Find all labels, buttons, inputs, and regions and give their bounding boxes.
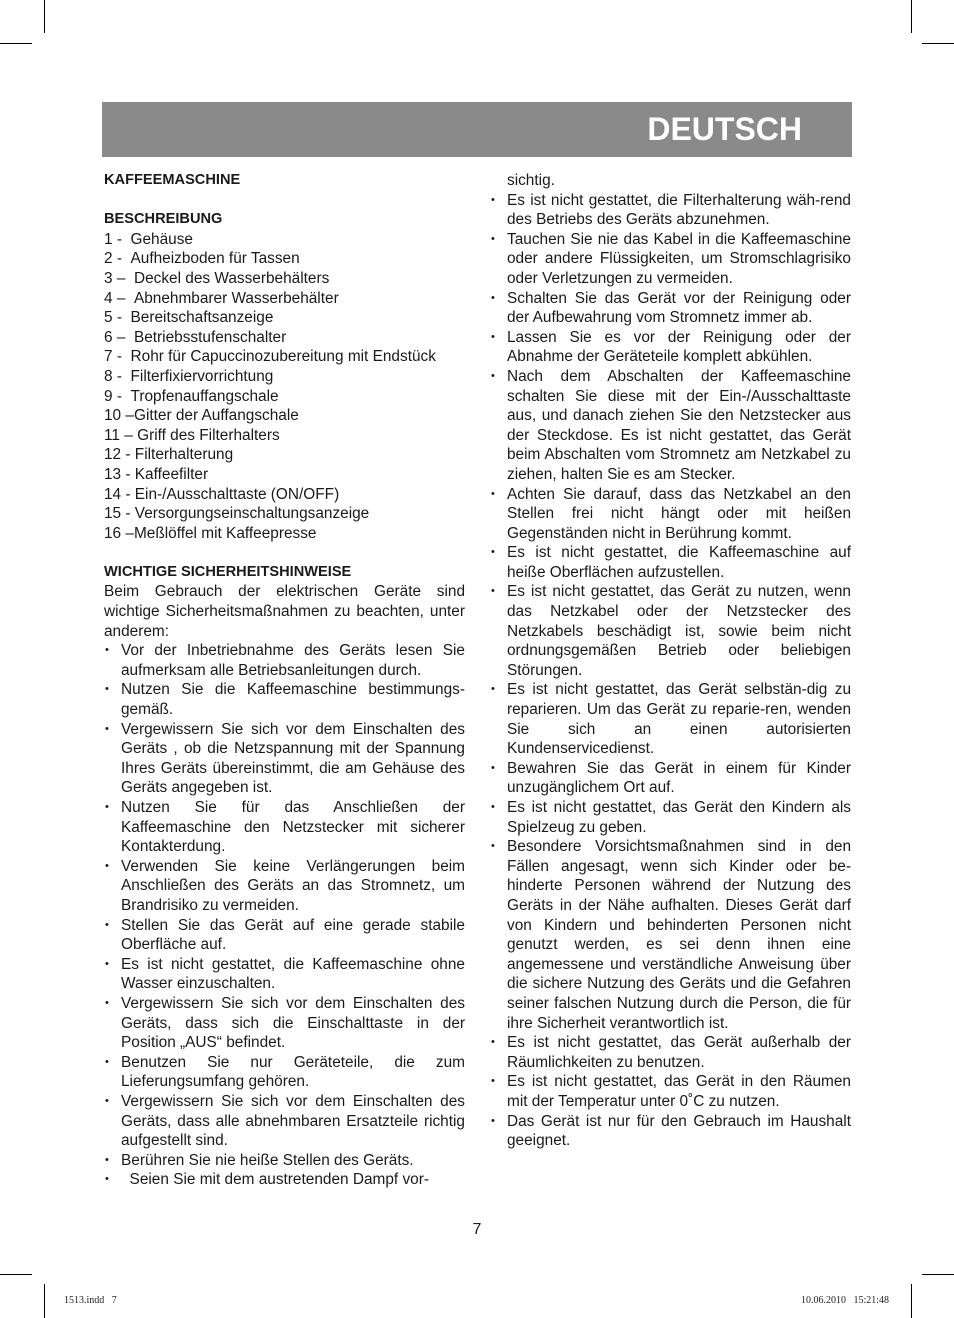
safety-bullet-item: • Tauchen Sie nie das Kabel in die Kaffeemaschine oder andere Flüssigkeiten, um Stromschlagrisiko oder Verletzungen zu vermeiden.: [489, 230, 851, 289]
safety-bullet-item: • Es ist nicht gestattet, das Gerät in den Räumen mit der Temperatur unter 0˚C zu nutzen.: [489, 1072, 851, 1111]
part-label: Tropfenauffangschale: [130, 387, 279, 405]
crop-mark: [911, 1284, 912, 1318]
safety-bullet-item: • Vor der Inbetriebnahme des Geräts lesen Sie aufmerksam alle Betriebsanleitungen durch.: [104, 641, 465, 680]
part-label: Ein-/Ausschalttaste (ON/OFF): [134, 485, 340, 503]
parts-list-item: [104, 308, 465, 328]
parts-list-item: [104, 249, 465, 269]
print-slug-file: 1513.indd 7: [64, 1295, 117, 1306]
parts-list-item: [104, 230, 465, 250]
parts-list-item: [104, 465, 465, 485]
part-label: Gitter der Auffangschale: [133, 407, 299, 425]
description-heading: BESCHREIBUNG: [104, 211, 223, 228]
page-number: 7: [472, 1221, 482, 1238]
safety-bullet-item: • Es ist nicht gestattet, das Gerät den Kindern als Spielzeug zu geben.: [489, 798, 851, 837]
parts-list-item: [104, 524, 465, 544]
parts-list-item: [104, 445, 465, 465]
banner-title: DEUTSCH: [647, 111, 802, 147]
parts-list-item: [104, 406, 465, 426]
part-number: 7 -: [104, 348, 131, 366]
crop-mark: [0, 43, 32, 44]
continuation-text: sichtig.: [507, 172, 555, 189]
part-number: 8 -: [104, 367, 131, 385]
parts-list-item: [104, 485, 465, 505]
part-label: Kaffeefilter: [134, 465, 209, 483]
part-number: 5 -: [104, 309, 131, 327]
product-title: KAFFEEMASCHINE: [104, 172, 241, 188]
safety-intro: Beim Gebrauch der elektrischen Geräte sind wichtige Sicherheitsmaßnahmen zu beachten, unter anderem:: [104, 583, 465, 640]
part-number: 12 -: [104, 446, 135, 464]
parts-list-item: [104, 367, 465, 387]
part-number: 1 -: [104, 230, 131, 248]
language-banner: [102, 102, 852, 157]
safety-list-left: [104, 641, 465, 1190]
part-number: 2 -: [104, 250, 131, 268]
crop-mark: [911, 0, 912, 33]
part-number: 16 –: [104, 524, 134, 542]
parts-list-item: [104, 426, 465, 446]
spacer: [104, 191, 465, 211]
safety-bullet-item: • Das Gerät ist nur für den Gebrauch im Haushalt geeignet.: [489, 1112, 851, 1151]
safety-bullet-item: • Nutzen Sie für das Anschließen der Kaffeemaschine den Netzstecker mit sicherer Kontakterdung.: [104, 798, 465, 857]
print-slug-date: 10.06.2010 15:21:48: [800, 1295, 889, 1306]
left-column: [104, 171, 465, 1190]
parts-list: [104, 230, 465, 544]
safety-bullet-item: • Es ist nicht gestattet, die Kaffeemaschine ohne Wasser einzuschalten.: [104, 955, 465, 994]
crop-mark: [44, 0, 45, 33]
part-number: 3 –: [104, 269, 134, 287]
parts-list-item: [104, 347, 465, 367]
safety-bullet-item: • Lassen Sie es vor der Reinigung oder der Abnahme der Geräteteile komplett abkühlen.: [489, 328, 851, 367]
safety-bullet-item: • Vergewissern Sie sich vor dem Einschalten des Geräts, dass sich die Einschalttaste in der Position „AUS“ befindet.: [104, 994, 465, 1053]
safety-bullet-item: • Vergewissern Sie sich vor dem Einschalten des Geräts , ob die Netzspannung mit der Spannung Ihres Geräts übereinstimmt, die am Gehäuse des Geräts angegeben ist.: [104, 720, 465, 798]
part-label: Betriebsstufenschalter: [133, 328, 287, 346]
spacer: [104, 543, 465, 563]
safety-list-right: [489, 191, 851, 1151]
crop-mark: [922, 1274, 954, 1275]
crop-mark: [44, 1284, 45, 1318]
part-label: Gehäuse: [130, 230, 193, 248]
part-label: Filterhalterung: [134, 446, 234, 464]
part-number: 11 –: [104, 426, 138, 444]
part-label: Bereitschaftsanzeige: [130, 309, 274, 327]
part-number: 10 –: [104, 407, 134, 425]
safety-bullet-item: • Nach dem Abschalten der Kaffeemaschine schalten Sie diese mit der Ein-/Ausschalttaste aus, und danach ziehen Sie den Netzstecker aus der Steckdose. Es ist nicht gestattet, das Gerät beim Abschalten vom Stromnetz am Netzkabel zu ziehen, halten Sie es am Stecker.: [489, 367, 851, 485]
safety-bullet-item: • Verwenden Sie keine Verlängerungen beim Anschließen des Geräts an das Stromnetz, um Brandrisiko zu vermeiden.: [104, 857, 465, 916]
safety-bullet-item: • Es ist nicht gestattet, das Gerät zu nutzen, wenn das Netzkabel oder der Netzstecker des Netzkabels beschädigt ist, sowie beim nicht ordnungsgemäßen Betrieb oder beliebigen Störungen.: [489, 582, 851, 680]
part-number: 6 –: [104, 328, 134, 346]
safety-bullet-item: • Es ist nicht gestattet, das Gerät selbstän-dig zu reparieren. Um das Gerät zu reparie-ren, wenden Sie sich an einen autorisierten Kundenservicedienst.: [489, 680, 851, 758]
safety-bullet-item: • Es ist nicht gestattet, das Gerät außerhalb der Räumlichkeiten zu benutzen.: [489, 1033, 851, 1072]
part-number: 9 -: [104, 387, 131, 405]
part-label: Rohr für Capuccinozubereitung mit Endstück: [130, 348, 436, 366]
parts-list-item: [104, 289, 465, 309]
part-number: 15 -: [104, 505, 135, 523]
crop-mark: [0, 1274, 32, 1275]
safety-bullet-item: • Achten Sie darauf, dass das Netzkabel an den Stellen frei nicht hängt oder mit heißen Gegenständen nicht in Berührung kommt.: [489, 485, 851, 544]
safety-bullet-item: • Nutzen Sie die Kaffeemaschine bestimmungs-gemäß.: [104, 680, 465, 719]
part-label: Griff des Filterhalters: [137, 426, 280, 444]
safety-bullet-item: • Seien Sie mit dem austretenden Dampf vor-: [104, 1170, 465, 1190]
part-number: 13 -: [104, 465, 135, 483]
parts-list-item: [104, 269, 465, 289]
safety-bullet-item: • Bewahren Sie das Gerät in einem für Kinder unzugänglichem Ort auf.: [489, 759, 851, 798]
safety-bullet-item: • Schalten Sie das Gerät vor der Reinigung oder der Aufbewahrung vom Stromnetz immer ab.: [489, 289, 851, 328]
safety-bullet-item: • Stellen Sie das Gerät auf eine gerade stabile Oberfläche auf.: [104, 916, 465, 955]
crop-mark: [922, 43, 954, 44]
parts-list-item: [104, 504, 465, 524]
part-label: Deckel des Wasserbehälters: [133, 269, 330, 287]
parts-list-item: [104, 328, 465, 348]
right-column: [489, 171, 851, 1151]
safety-bullet-item: • Berühren Sie nie heiße Stellen des Geräts.: [104, 1151, 465, 1171]
part-label: Abnehmbarer Wasserbehälter: [133, 289, 339, 307]
part-number: 4 –: [104, 289, 134, 307]
part-label: Filterfixiervorrichtung: [130, 367, 274, 385]
parts-list-item: [104, 387, 465, 407]
safety-bullet-item: • Benutzen Sie nur Geräteteile, die zum Lieferungsumfang gehören.: [104, 1053, 465, 1092]
safety-bullet-item: • Es ist nicht gestattet, die Filterhalterung wäh-rend des Betriebs des Geräts abzunehmen.: [489, 191, 851, 230]
safety-bullet-item: • Es ist nicht gestattet, die Kaffeemaschine auf heiße Oberflächen aufzustellen.: [489, 543, 851, 582]
part-label: Versorgungseinschaltungsanzeige: [134, 505, 370, 523]
safety-heading: WICHTIGE SICHERHEITSHINWEISE: [104, 563, 352, 580]
part-label: Aufheizboden für Tassen: [130, 250, 300, 268]
part-label: Meßlöffel mit Kaffeepresse: [133, 524, 317, 542]
safety-bullet-item: • Vergewissern Sie sich vor dem Einschalten des Geräts, dass alle abnehmbaren Ersatzteile richtig aufgestellt sind.: [104, 1092, 465, 1151]
safety-bullet-item: • Besondere Vorsichtsmaßnahmen sind in den Fällen angesagt, wenn sich Kinder oder be-hinderte Personen während der Nutzung des Geräts in der Nähe aufhalten. Dieses Gerät darf von Kindern und behinderten Personen nicht genutzt werden, es sei denn ihnen eine angemessene und verständliche Anweisung über die sichere Nutzung des Geräts und die Gefahren seiner falschen Nutzung durch die Person, die für ihre Sicherheit verantwortlich ist.: [489, 837, 851, 1033]
part-number: 14 -: [104, 485, 135, 503]
